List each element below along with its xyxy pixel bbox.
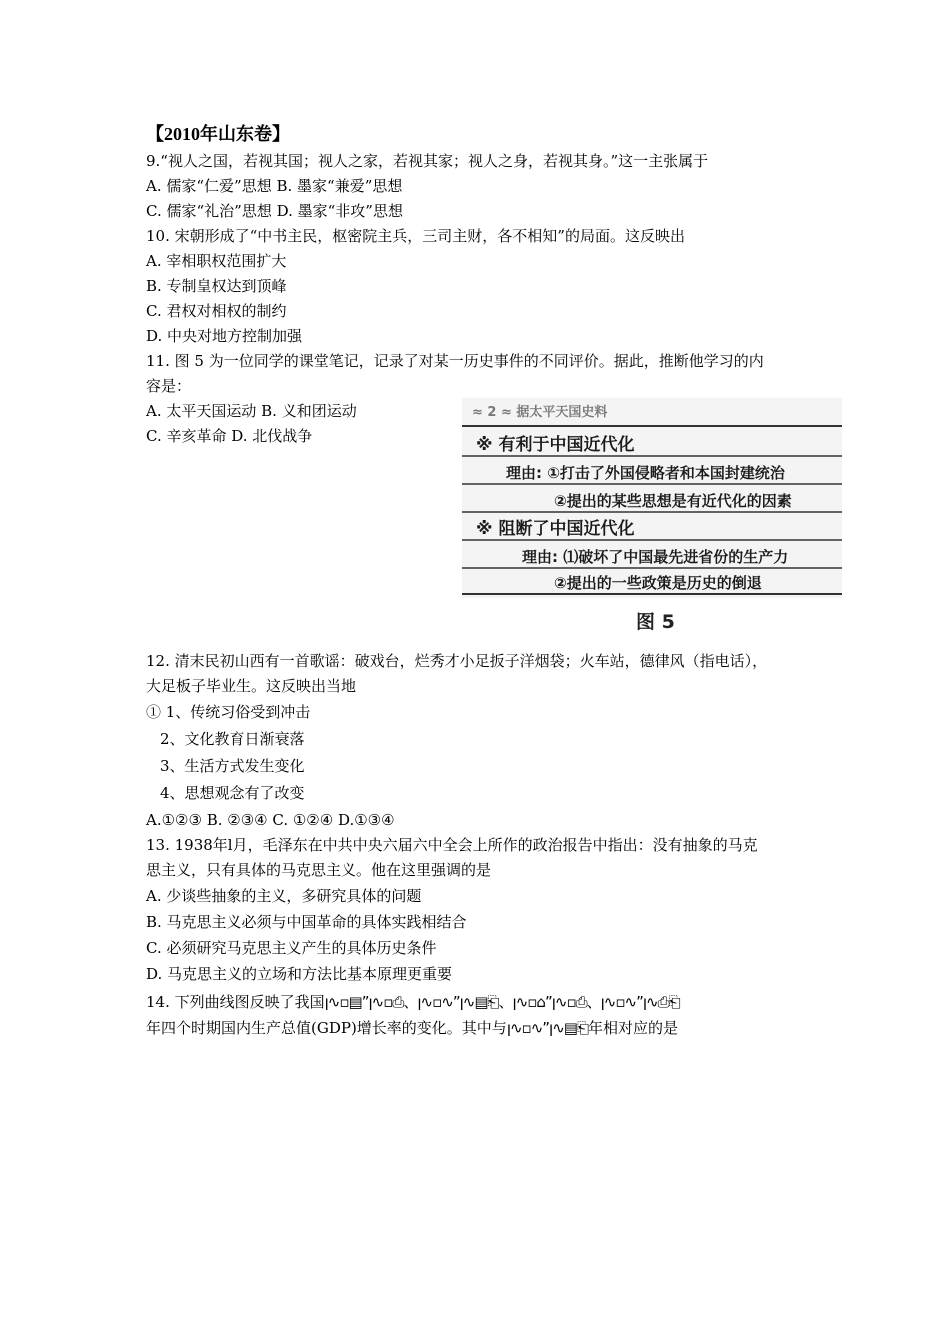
q13-stem-line1: 13. 1938年l月，毛泽东在中共中央六届六中全会上所作的政治报告中指出：没有抽象的马克 [146,836,758,854]
q14-stem-line2 [146,1018,678,1038]
q11-stem-line2: 容是： [146,377,192,395]
q9-stem: 9.“视人之国，若视其国；视人之家，若视其家；视人之身，若视其身。”这一主张属于 [146,152,709,170]
q10-option-c: C. 君权对相权的制约 [146,302,287,320]
q11-stem-line1: 11. 图 5 为一位同学的课堂笔记，记录了对某一历史事件的不同评价。据此，推断他学习的内 [146,352,764,370]
q12-stem-line2: 大足板子毕业生。这反映出当地 [146,677,357,695]
q14-stem2-suffix: 年相对应的是 [587,1019,678,1037]
q9-options-cd: C. 儒家“礼治”思想 D. 墨家“非攻”思想 [146,202,403,220]
q13-option-c: C. 必须研究马克思主义产生的具体历史条件 [146,939,437,957]
figure-5-note-line3: ②提出的某些思想是有近代化的因素 [554,492,792,510]
q11-options-cd: C. 辛亥革命 D. 北伐战争 [146,427,313,445]
q10-option-d: D. 中央对地方控制加强 [146,327,303,345]
q12-item-3: 3、生活方式发生变化 [160,757,305,775]
q12-stem-line1: 12. 清末民初山西有一首歌谣：破戏台，烂秀才小足扳子洋烟袋；火车站，德律风（指电话）， [146,652,768,670]
q12-choices: A.①②③ B. ②③④ C. ①②④ D.①③④ [146,811,395,829]
figure-5-header: ≈ 2 ≈ 据太平天国史料 [472,405,608,420]
q12-item-2: 2、文化教育日渐衰落 [160,730,305,748]
figure-5-note-line4: ※ 阻断了中国近代化 [476,519,635,539]
figure-5-svg [462,398,842,638]
q12-item-4: 4、思想观念有了改变 [160,784,305,802]
figure-5-note-line5: 理由: ⑴破坏了中国最先进省份的生产力 [522,548,789,566]
figure-5-note-line1: ※ 有利于中国近代化 [476,435,635,455]
q14-stem2-prefix: 年四个时期国内生产总值(GDP)增长率的变化。其中与 [146,1019,507,1037]
q10-option-a: A. 宰相职权范围扩大 [146,252,287,270]
q10-stem: 10. 宋朝形成了“中书主民，枢密院主兵，三司主财，各不相知”的局面。这反映出 [146,227,685,245]
q14-stem-line1 [146,992,680,1012]
q13-option-a: A. 少谈些抽象的主义，多研究具体的问题 [146,887,422,905]
q13-stem-line2: 思主义，只有具体的马克思主义。他在这里强调的是 [146,861,492,879]
q9-options-ab: A. 儒家“仁爱”思想 B. 墨家“兼爱”思想 [146,177,403,195]
figure-5-note-line2: 理由: ①打击了外国侵略者和本国封建统治 [506,464,785,482]
figure-5-note-line6: ②提出的一些政策是历史的倒退 [554,574,762,592]
q11-options-ab: A. 太平天国运动 B. 义和团运动 [146,402,357,420]
q14-stem-prefix: 14. 下列曲线图反映了我国 [146,993,325,1011]
q12-item-1: ① 1、传统习俗受到冲击 [146,703,311,721]
q10-option-b: B. 专制皇权达到顶峰 [146,277,287,295]
q13-option-d: D. 马克思主义的立场和方法比基本原理更重要 [146,965,453,983]
document-title: 【2010年山东卷】 [146,124,290,144]
figure-5-notes-image [462,398,842,638]
q14-garbled-years-1: ꞁ∿▫▤”ꞁ∿▫⎙、ꞁ∿▫∿”ꞁ∿▤⎗、ꞁ∿▫⌂”ꞁ∿▫⎙、ꞁ∿▫∿”ꞁ∿⎙⎗ [324,993,680,1011]
q14-garbled-years-2: ꞁ∿▫∿”ꞁ∿▤⎗ [506,1019,588,1037]
q13-option-b: B. 马克思主义必须与中国革命的具体实践相结合 [146,913,467,931]
figure-5-caption: 图 5 [636,611,675,633]
